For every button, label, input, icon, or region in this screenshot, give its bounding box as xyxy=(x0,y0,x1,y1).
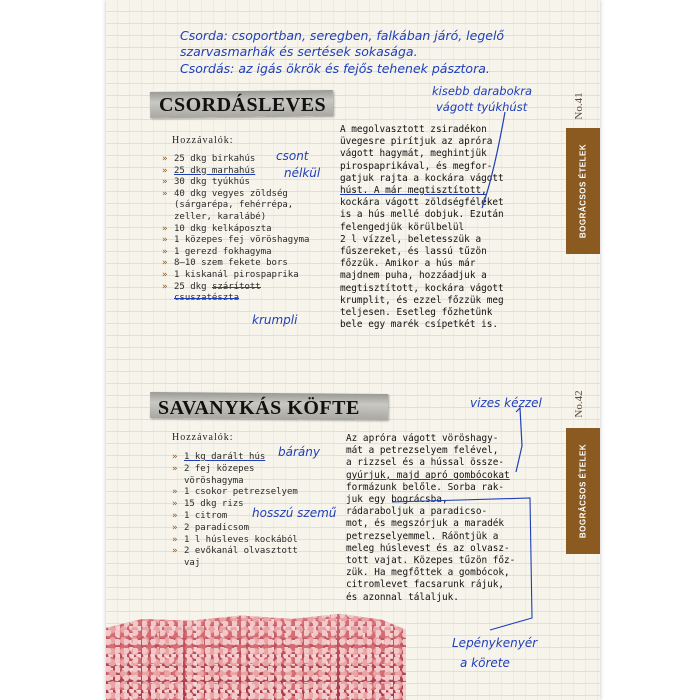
bracket-vizes-kezzel xyxy=(516,408,522,472)
instruction-line: majdnem puha, hozzáadjuk a xyxy=(340,270,487,282)
instruction-line: gatjuk rajta a kockára vágott xyxy=(340,172,504,184)
ingredient-item: » 1 gerezd fokhagyma xyxy=(162,246,272,257)
note-nelkul: nélkül xyxy=(284,166,321,180)
ingredient-item: » 40 dkg vegyes zöldség xyxy=(162,188,288,199)
ingredient-item: » 15 dkg rizs xyxy=(172,499,244,510)
instruction-line: főzzük. Amikor a hús már xyxy=(340,258,476,270)
instruction-line: teljesen. Esetleg főzhetünk xyxy=(340,307,493,319)
note-hosszu-szemu: hosszú szemű xyxy=(252,506,337,520)
instruction-line: tott vajat. Közepes tűzön főz- xyxy=(346,555,516,567)
ingredient-item: vaj xyxy=(184,558,201,569)
struck-word: szárított xyxy=(211,281,261,292)
instruction-line: bele egy marék csípetkét is. xyxy=(340,319,499,331)
ingredient-item: » 2 fej közepes xyxy=(172,463,255,474)
note-krumpli: krumpli xyxy=(252,313,298,327)
instruction-line: Az apróra vágott vöröshagy- xyxy=(346,433,499,444)
recipe2-number: No.42 xyxy=(573,390,585,418)
ingredient-item: » 1 kg darált hús xyxy=(172,452,266,462)
note-csont: csont xyxy=(276,149,309,163)
instruction-line: fűszereket, és lassú tűzön xyxy=(340,246,487,258)
instruction-line: petrezselyemmel. Ráöntjük a xyxy=(346,530,499,542)
instruction-line: üvegesre pirítjuk az apróra xyxy=(340,136,493,148)
recipe1-number: No.41 xyxy=(573,92,585,120)
ingredient-item: » 2 evőkanál olvasztott xyxy=(172,546,298,557)
ingredient-item: » 25 dkg marhahús xyxy=(162,165,256,176)
ingredient-item: » 25 dkg birkahús xyxy=(162,154,256,164)
ingredient-item: » 1 l húsleves kockából xyxy=(172,534,298,545)
ingredient-item: » 30 dkg tyúkhús xyxy=(162,177,250,188)
note-barany: bárány xyxy=(278,445,320,459)
instruction-line: rádaraboljuk a paradicso- xyxy=(346,506,488,518)
recipe2-title: SAVANYKÁS KÖFTE xyxy=(158,397,360,419)
instruction-line: megtisztított, kockára vágott xyxy=(340,282,504,294)
note-vizes-kezzel: vizes kézzel xyxy=(470,396,542,410)
note-vagott-tyukhust: vágott tyúkhúst xyxy=(436,100,528,114)
instruction-line: 2 l vízzel, beletesszük a xyxy=(340,233,482,245)
recipe1-category-tab: BOGRÁCSOS ÉTELEK xyxy=(566,128,600,254)
ingredient-item: » 10 dkg kelkáposzta xyxy=(162,223,272,234)
recipe2-category-tab: BOGRÁCSOS ÉTELEK xyxy=(566,428,600,554)
note-a-korete: a körete xyxy=(460,656,510,670)
instruction-line: formázunk belőle. Sorba rak- xyxy=(346,481,505,493)
definition-line-1: Csorda: csoportban, seregben, falkában járó, legelő xyxy=(180,28,505,43)
note-kisebb-darabokra: kisebb darabokra xyxy=(432,84,533,98)
instruction-line: meleg húslevest és az olvasz- xyxy=(346,542,510,554)
instruction-line: mát a petrezselyem felével, xyxy=(346,445,499,457)
instruction-line: pirospaprikával, és megfor- xyxy=(340,160,493,172)
note-lepenykenyer: Lepénykenyér xyxy=(452,636,538,650)
instruction-line: kockára vágott zöldségféléket xyxy=(340,197,504,209)
ingredient-item: (sárgarépa, fehérrépa, xyxy=(174,200,294,211)
definition-line-2: szarvasmarhák és sertések sokasága. xyxy=(180,44,418,59)
instruction-line: mot, és megszórjuk a maradék xyxy=(346,518,505,530)
ingredient-item: csuszatészta xyxy=(174,293,240,304)
instruction-line: vágott hagymát, meghintjük xyxy=(340,148,487,160)
instruction-line: A megolvasztott zsiradékon xyxy=(340,124,487,135)
recipe1-title: CSORDÁSLEVES xyxy=(159,94,327,116)
instruction-line: felengedjük körülbelül xyxy=(340,221,465,233)
ingredient-item: » 1 csokor petrezselyem xyxy=(172,487,298,498)
instruction-line: a rizzsel és a hússal össze- xyxy=(346,457,505,469)
instruction-line: is a hús mellé dobjuk. Ezután xyxy=(340,209,504,221)
ingredient-item: » 25 dkg szárított xyxy=(162,281,261,292)
ingredient-item: vöröshagyma xyxy=(184,475,244,486)
instruction-line: krumplit, és ezzel főzzük meg xyxy=(340,294,504,306)
instruction-line: és azonnal tálaljuk. xyxy=(346,591,459,603)
instruction-line: juk egy bográcsba, xyxy=(346,494,448,506)
arrow-to-tyukhus xyxy=(482,112,505,208)
line-to-lepenykenyer xyxy=(392,498,532,630)
ingredient-item: » 1 közepes fej vöröshagyma xyxy=(162,235,310,246)
ingredient-item: » 8–10 szem fekete bors xyxy=(162,258,288,269)
ingredient-item: » 2 paradicsom xyxy=(172,522,250,533)
recipe2-ingredients-label: Hozzávalók: xyxy=(172,432,234,443)
ingredient-item: » 1 kiskanál pirospaprika xyxy=(162,269,299,280)
instruction-line: húst. A már megtisztított, xyxy=(340,185,487,197)
ingredient-item: zeller, karalábé) xyxy=(174,211,267,222)
instruction-line: zük. Ha megfőttek a gombócok, xyxy=(346,567,510,579)
instruction-line: gyúrjuk, majd apró gombócokat xyxy=(346,469,510,481)
recipe1-ingredients-label: Hozzávalók: xyxy=(172,135,234,146)
instruction-line: citromlevet facsarunk rájuk, xyxy=(346,579,505,591)
definition-line-3: Csordás: az igás ökrök és fejős tehenek pásztora. xyxy=(180,61,490,76)
ingredient-item: » 1 citrom xyxy=(172,510,228,521)
